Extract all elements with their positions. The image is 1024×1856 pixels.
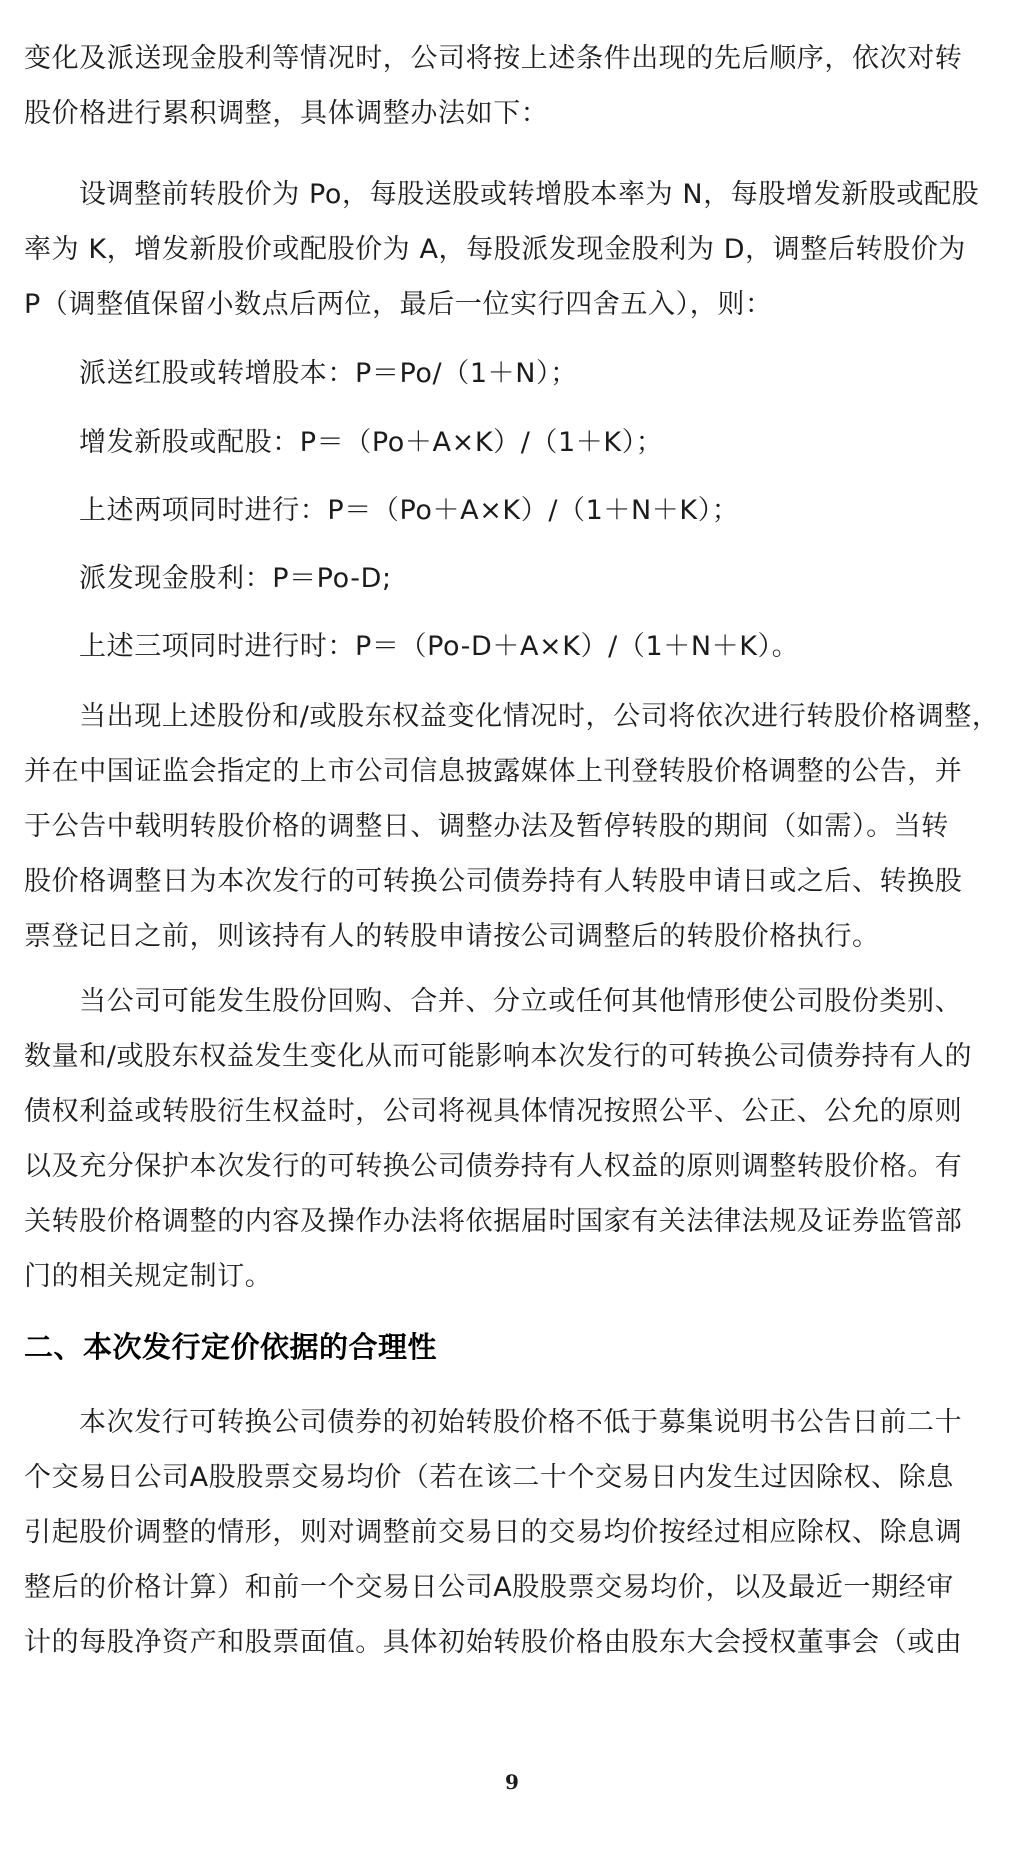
paragraph-line: 于公告中载明转股价格的调整日、调整办法及暂停转股的期间（如需）。当转 bbox=[24, 811, 949, 842]
formula-line: 派发现金股利：P＝Po-D; bbox=[79, 563, 392, 594]
paragraph-line: 以及充分保护本次发行的可转换公司债券持有人权益的原则调整转股价格。有 bbox=[24, 1151, 963, 1182]
paragraph-line: 关转股价格调整的内容及操作办法将依据届时国家有关法律法规及证券监管部 bbox=[24, 1206, 963, 1237]
paragraph-line: 当出现上述股份和/或股东权益变化情况时，公司将依次进行转股价格调整， bbox=[79, 701, 1000, 732]
paragraph-line: 股价格调整日为本次发行的可转换公司债券持有人转股申请日或之后、转换股 bbox=[24, 866, 963, 897]
paragraph-line: 债权利益或转股衍生权益时，公司将视具体情况按照公平、公正、公允的原则 bbox=[24, 1096, 963, 1127]
paragraph-line: 票登记日之前，则该持有人的转股申请按公司调整后的转股价格执行。 bbox=[24, 921, 880, 952]
formula-line: 派送红股或转增股本：P＝Po/（1＋N）； bbox=[79, 358, 578, 389]
page-number: 9 bbox=[505, 1770, 519, 1794]
formula-line: 上述两项同时进行：P＝（Po＋A×K）/（1＋N＋K）； bbox=[79, 495, 740, 526]
paragraph-line: P（调整值保留小数点后两位，最后一位实行四舍五入），则： bbox=[24, 289, 773, 320]
paragraph-line: 引起股价调整的情形，则对调整前交易日的交易均价按经过相应除权、除息调 bbox=[24, 1517, 963, 1548]
paragraph-line: 门的相关规定制订。 bbox=[24, 1261, 273, 1292]
paragraph-line: 当公司可能发生股份回购、合并、分立或任何其他情形使公司股份类别、 bbox=[79, 986, 963, 1017]
paragraph-line: 变化及派送现金股利等情况时，公司将按上述条件出现的先后顺序，依次对转 bbox=[24, 43, 963, 74]
paragraph-line: 个交易日公司A股股票交易均价（若在该二十个交易日内发生过因除权、除息 bbox=[24, 1462, 954, 1493]
paragraph-line: 股价格进行累积调整，具体调整办法如下： bbox=[24, 98, 549, 129]
paragraph-line: 并在中国证监会指定的上市公司信息披露媒体上刊登转股价格调整的公告，并 bbox=[24, 756, 963, 787]
formula-line: 增发新股或配股：P＝（Po＋A×K）/（1＋K）； bbox=[79, 427, 664, 458]
formula-line: 上述三项同时进行时：P＝（Po-D＋A×K）/（1＋N＋K）。 bbox=[79, 631, 800, 662]
paragraph-line: 本次发行可转换公司债券的初始转股价格不低于募集说明书公告日前二十 bbox=[79, 1407, 963, 1438]
paragraph-line: 率为 K，增发新股价或配股价为 A，每股派发现金股利为 D，调整后转股价为 bbox=[24, 234, 966, 265]
paragraph-line: 数量和/或股东权益发生变化从而可能影响本次发行的可转换公司债券持有人的 bbox=[24, 1041, 973, 1072]
paragraph-line: 整后的价格计算）和前一个交易日公司A股股票交易均价，以及最近一期经审 bbox=[24, 1572, 954, 1603]
paragraph-line: 设调整前转股价为 Po，每股送股或转增股本率为 N，每股增发新股或配股 bbox=[79, 179, 980, 210]
section-heading: 二、本次发行定价依据的合理性 bbox=[24, 1330, 438, 1364]
paragraph-line: 计的每股净资产和股票面值。具体初始转股价格由股东大会授权董事会（或由 bbox=[24, 1627, 963, 1658]
